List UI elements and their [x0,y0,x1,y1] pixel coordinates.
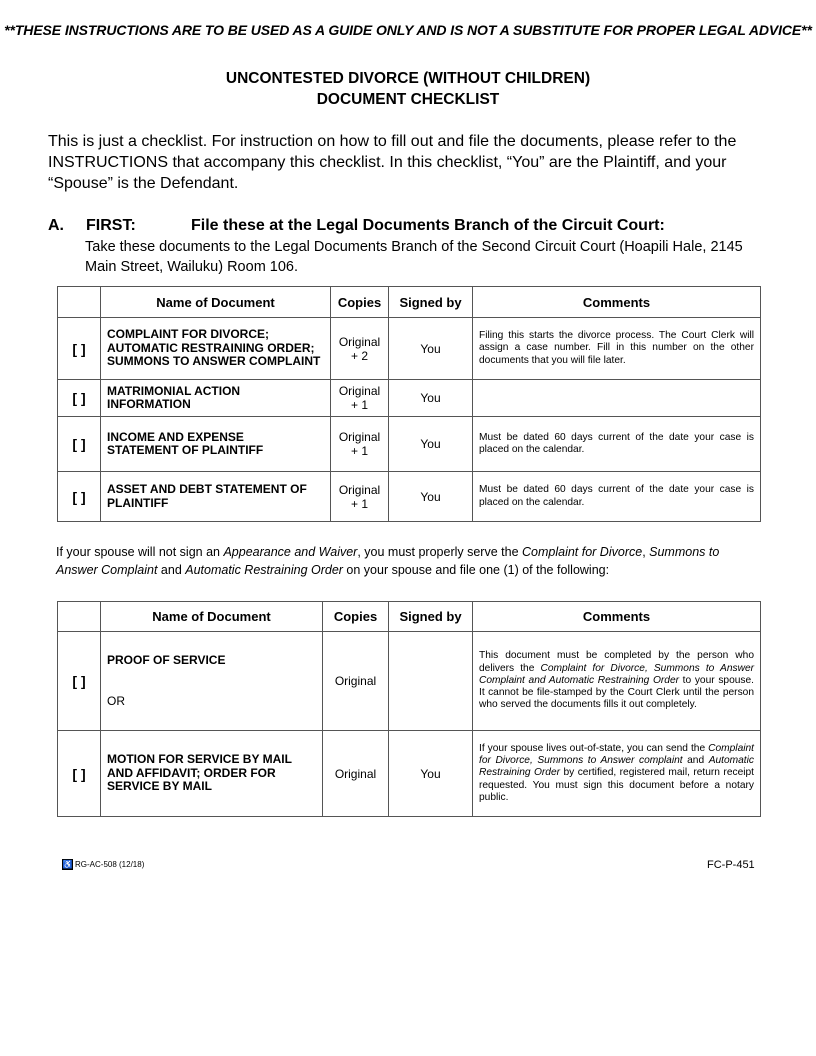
section-letter: A. [48,217,64,234]
header-signed: Signed by [389,287,473,318]
document-title [0,68,816,110]
doc-signed-by [389,632,473,731]
doc-comment [473,380,761,417]
doc-name: PROOF OF SERVICE OR [101,632,323,731]
section-a-subtext: Take these documents to the Legal Documents Branch of the Second Circuit Court (Hoapili Hale, 2145 Main Street, Wailuku) Room 106. [85,239,743,275]
intro-paragraph: This is just a checklist. For instruction on how to fill out and file the documents, please refer to the INSTRUCTIONS that accompany this checklist. In this checklist, “You” are the Plaintiff, and your “Spouse” is the Defendant. [48,133,737,192]
section-heading-text: File these at the Legal Documents Branch of the Circuit Court: [191,217,665,234]
accessibility-icon: ♿ [62,860,73,869]
title-line-2: DOCUMENT CHECKLIST [316,91,500,108]
header-signed: Signed by [389,602,473,632]
doc-name: COMPLAINT FOR DIVORCE; AUTOMATIC RESTRAINING ORDER; SUMMONS TO ANSWER COMPLAINT [101,318,331,380]
doc-comment: This document must be completed by the person who delivers the Complaint for Divorce, Summons to Answer Complaint and Automatic Restraining Order to your spouse. It cannot be file-stamped by the Court Clerk until the person who served the documents fills it out completely. [473,632,761,731]
form-code-text: RG-AC-508 (12/18) [75,860,145,869]
doc-copies: Original + 1 [331,380,389,417]
doc-copies: Original + 1 [331,417,389,472]
table-row [58,731,761,817]
or-label: OR [107,694,125,708]
table-row [58,632,761,731]
header-comments: Comments [473,287,761,318]
doc-name: MOTION FOR SERVICE BY MAIL AND AFFIDAVIT; ORDER FOR SERVICE BY MAIL [101,731,323,817]
header-comments: Comments [473,602,761,632]
service-note: If your spouse will not sign an Appearance and Waiver, you must properly serve the Complaint for Divorce, Summons to Answer Complaint and Automatic Restraining Order on your spouse and file one (1) of the following: [56,545,720,577]
doc-name: INCOME AND EXPENSE STATEMENT OF PLAINTIFF [101,417,331,472]
table-row [58,380,761,417]
doc-copies: Original + 2 [331,318,389,380]
table-row [58,472,761,522]
form-code [62,859,144,870]
form-number: FC-P-451 [707,859,755,871]
doc-signed-by: You [389,472,473,522]
disclaimer: **THESE INSTRUCTIONS ARE TO BE USED AS A GUIDE ONLY AND IS NOT A SUBSTITUTE FOR PROPER LEGAL ADVICE** [4,22,812,38]
checkbox-proof-of-service[interactable]: [ ] [58,632,101,731]
header-checkbox [58,287,101,318]
doc-name: ASSET AND DEBT STATEMENT OF PLAINTIFF [101,472,331,522]
service-documents-table [57,601,761,817]
section-step: FIRST: [86,217,136,234]
header-copies: Copies [331,287,389,318]
doc-copies: Original [323,731,389,817]
filing-documents-table [57,286,761,522]
section-a-heading [48,217,788,235]
doc-signed-by: You [389,318,473,380]
header-copies: Copies [323,602,389,632]
checkbox-asset-debt[interactable]: [ ] [58,472,101,522]
doc-copies: Original [323,632,389,731]
doc-comment: Filing this starts the divorce process. The Court Clerk will assign a case number. Fill in this number on the other documents that you will file later. [473,318,761,380]
doc-signed-by: You [389,380,473,417]
table-header-row [58,602,761,632]
doc-comment: Must be dated 60 days current of the date your case is placed on the calendar. [473,472,761,522]
title-line-1: UNCONTESTED DIVORCE (WITHOUT CHILDREN) [225,70,591,87]
header-checkbox [58,602,101,632]
checkbox-income-expense[interactable]: [ ] [58,417,101,472]
checkbox-matrimonial[interactable]: [ ] [58,380,101,417]
doc-copies: Original + 1 [331,472,389,522]
doc-comment: If your spouse lives out-of-state, you can send the Complaint for Divorce, Summons to Answer complaint and Automatic Restraining Order by certified, registered mail, return receipt requested. You must sign this document before a notary public. [473,731,761,817]
table-row [58,318,761,380]
header-name: Name of Document [101,287,331,318]
doc-name: MATRIMONIAL ACTION INFORMATION [101,380,331,417]
checkbox-complaint[interactable]: [ ] [58,318,101,380]
doc-comment: Must be dated 60 days current of the date your case is placed on the calendar. [473,417,761,472]
checkbox-motion-service-mail[interactable]: [ ] [58,731,101,817]
header-name: Name of Document [101,602,323,632]
table-header-row [58,287,761,318]
doc-signed-by: You [389,731,473,817]
doc-signed-by: You [389,417,473,472]
table-row [58,417,761,472]
